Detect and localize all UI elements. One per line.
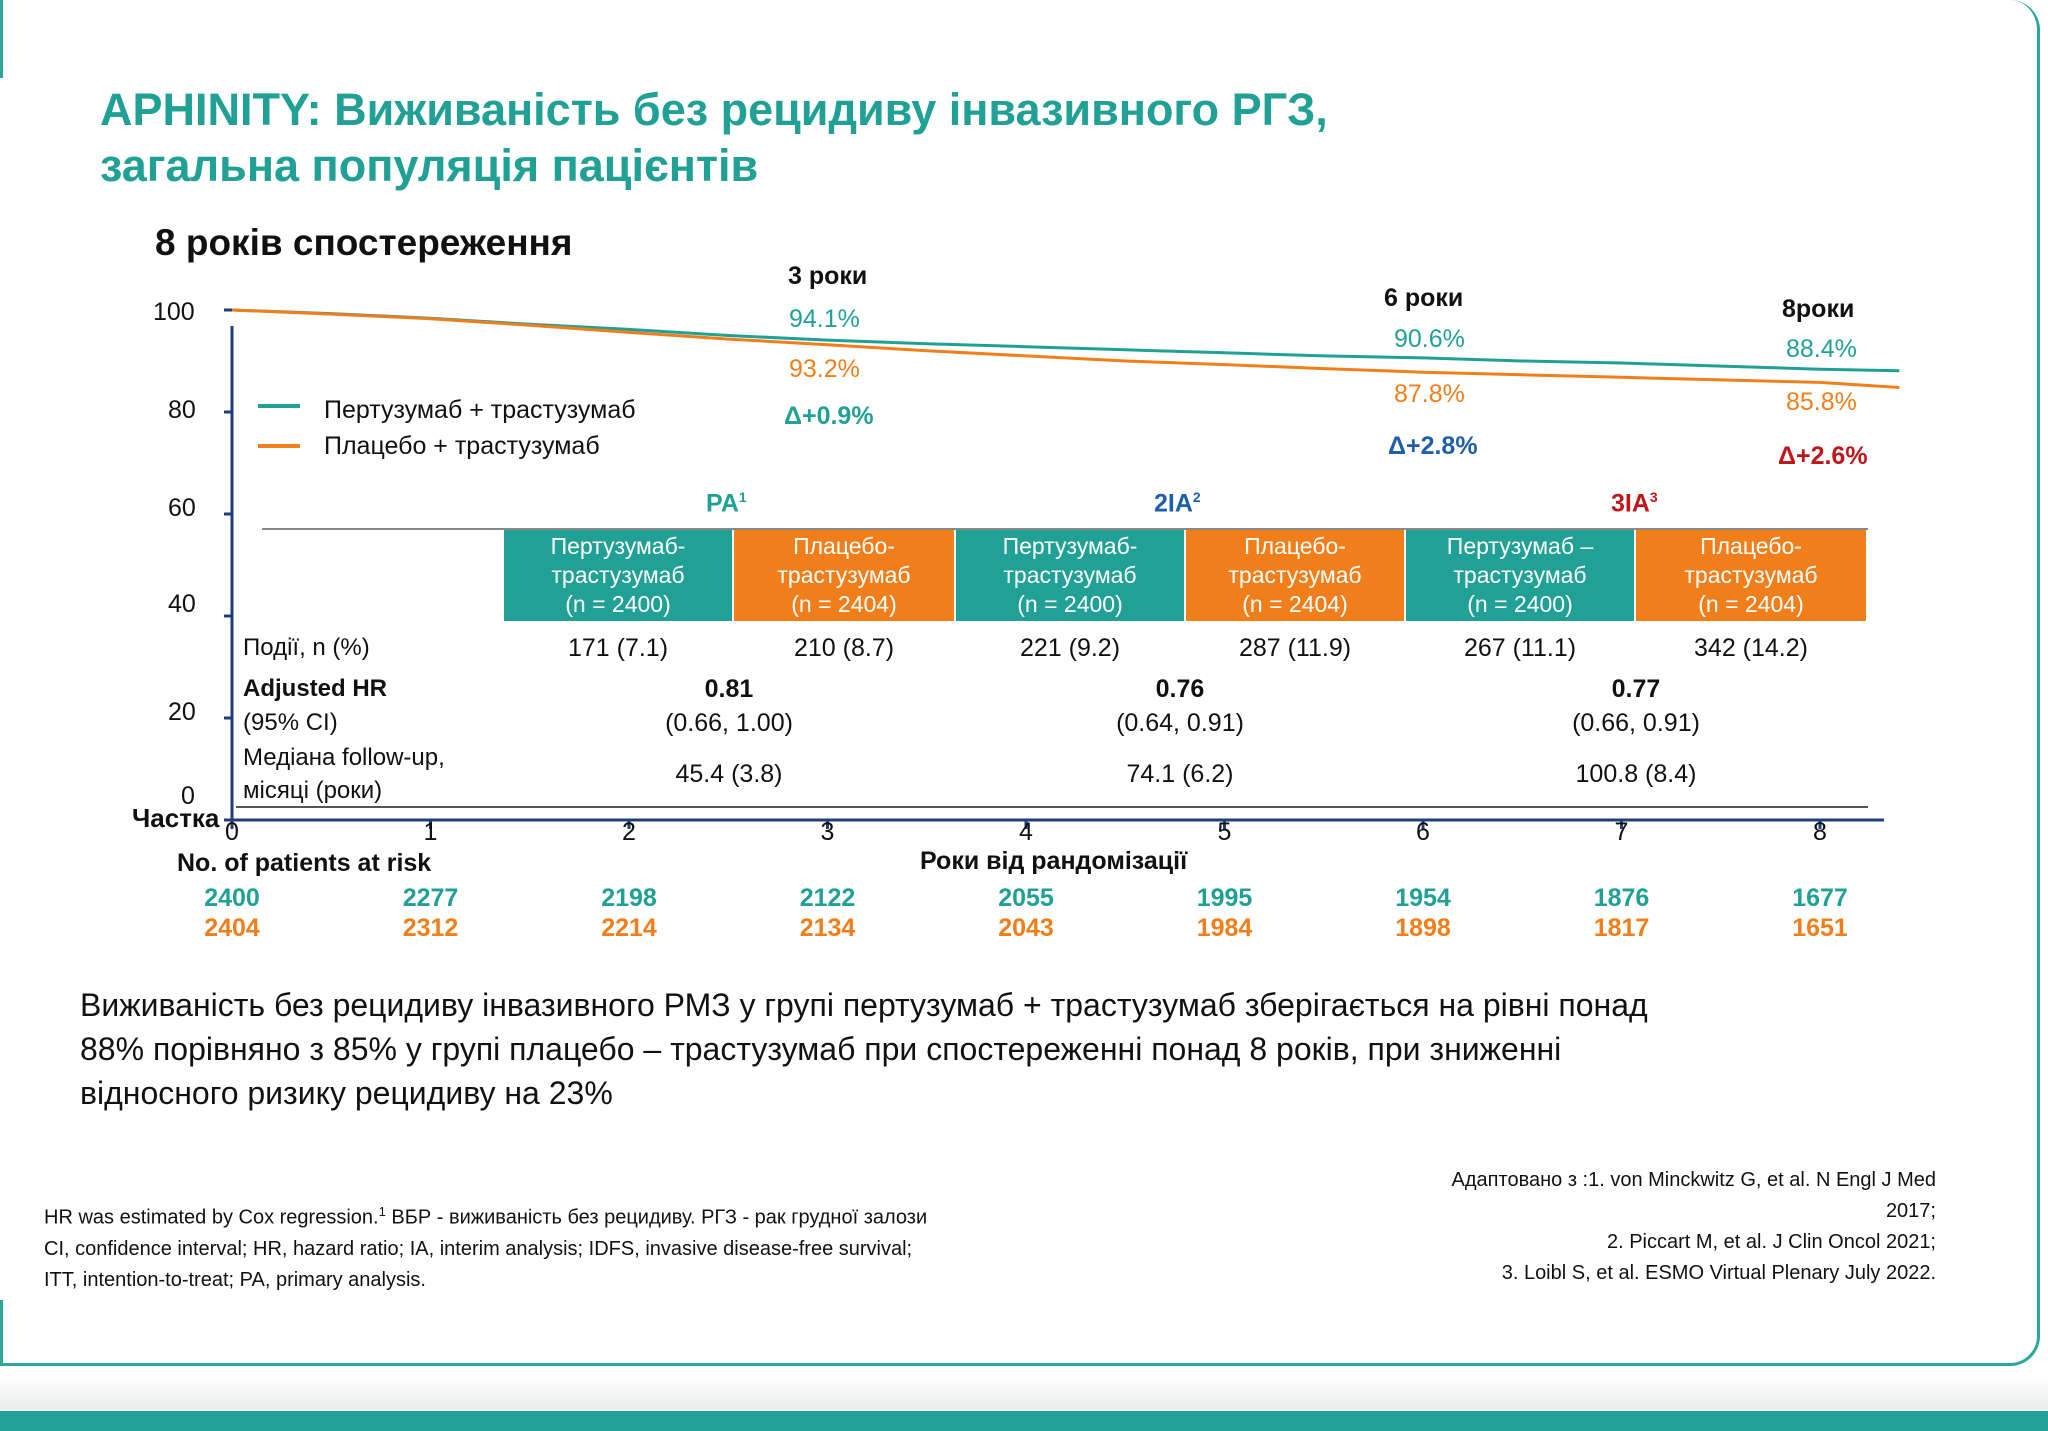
- hr-cell: 0.76: [1155, 675, 1205, 703]
- risk-value-teal: 2055: [998, 884, 1054, 912]
- y-tick-label: 0: [181, 782, 195, 810]
- risk-value-orange: 1898: [1395, 914, 1451, 942]
- x-tick-label: 7: [1614, 818, 1629, 846]
- followup-cell: 100.8 (8.4): [1575, 760, 1697, 788]
- analysis-label-3ia: $3IA^3$: [1611, 489, 1658, 518]
- table-header-pa-placebo: Плацебо- трастузумаб (n = 2404): [734, 530, 954, 621]
- x-tick-label: 6: [1416, 818, 1430, 846]
- chart-subtitle: 8 років спостереження: [155, 222, 573, 263]
- milestone-teal-3: 94.1%: [789, 305, 860, 333]
- analysis-label-2ia: $2IA^2$: [1154, 489, 1201, 518]
- row-label-followup-units: місяці (роки): [243, 777, 383, 804]
- x-tick-label: 1: [423, 818, 438, 846]
- ci-cell: (0.66, 1.00): [665, 709, 793, 737]
- followup-cell: 45.4 (3.8): [675, 760, 783, 788]
- y-tick-label: 40: [168, 590, 196, 618]
- risk-value-teal: 1876: [1593, 884, 1650, 912]
- events-cell: 221 (9.2): [1019, 634, 1121, 662]
- milestone-delta-8: Δ+2.6%: [1778, 442, 1868, 470]
- risk-value-orange: 1817: [1593, 914, 1650, 942]
- risk-value-orange: 1984: [1196, 914, 1253, 942]
- milestone-teal-8: 88.4%: [1786, 335, 1857, 363]
- hr-cell: 0.81: [704, 675, 754, 703]
- row-label-followup: Медіана follow-up,: [243, 744, 445, 771]
- table-header-2ia-placebo: Плацебо- трастузумаб (n = 2404): [1186, 530, 1404, 621]
- x-axis-label: Роки від рандомізації: [920, 847, 1188, 875]
- risk-value-orange: 2214: [601, 914, 657, 942]
- table-bottom-rule: [236, 806, 1868, 808]
- risk-value-orange: 2134: [799, 914, 856, 942]
- ci-cell: (0.64, 0.91): [1116, 709, 1244, 737]
- x-tick-label: 4: [1019, 818, 1033, 846]
- legend-label-orange: Плацебо + трастузумаб: [324, 432, 600, 460]
- summary-line: відносного ризику рецидиву на 23%: [80, 1075, 613, 1111]
- events-cell: 171 (7.1): [567, 634, 669, 662]
- y-tick-label: 80: [168, 396, 196, 424]
- risk-value-orange: 2312: [402, 914, 459, 942]
- table-header-3ia-placebo: Плацебо- трастузумаб (n = 2404): [1636, 530, 1866, 621]
- y-axis-label: Частка: [132, 803, 220, 833]
- summary-line: 88% порівняно з 85% у групі плацебо – трастузумаб при спостереженні понад 8 років, при зниженні: [80, 1031, 1562, 1067]
- milestone-orange-8: 85.8%: [1786, 388, 1857, 416]
- risk-table-label: No. of patients at risk: [177, 849, 432, 877]
- risk-value-teal: 2122: [799, 884, 856, 912]
- y-tick-label: 100: [153, 298, 195, 326]
- footnote-abbreviations: HR was estimated by Cox regression.$^1$ ВБР - виживаність без рецидиву. РГЗ - рак грудної залози CI, confidence interval; HR, hazard ratio; IA, interim analysis; IDFS, invasive disease-free survival; ITT, intention-to-treat; PA, primary analysis.: [44, 1204, 928, 1291]
- events-cell: 210 (8.7): [793, 634, 895, 662]
- milestone-orange-6: 87.8%: [1394, 380, 1465, 408]
- table-header-pa-pertuzumab: Пертузумаб- трастузумаб (n = 2400): [504, 530, 732, 621]
- analysis-label-pa: $PA^1$: [706, 489, 747, 518]
- y-tick-label: 20: [168, 698, 196, 726]
- risk-value-teal: 2277: [402, 884, 459, 912]
- table-header-3ia-pertuzumab: Пертузумаб – трастузумаб (n = 2400): [1406, 530, 1634, 621]
- y-tick-label: 60: [168, 494, 196, 522]
- x-tick-label: 5: [1217, 818, 1232, 846]
- footnote-references: Адаптовано з :1. von Minckwitz G, et al. N Engl J Med 2017; 2. Piccart M, et al. J Clin Oncol 2021; 3. Loibl S, et al. ESMO Virtual Plenary July 2022.: [1451, 1169, 1936, 1284]
- milestone-delta-3: Δ+0.9%: [784, 402, 874, 430]
- events-cell: 342 (14.2): [1694, 634, 1808, 662]
- title-line-2: загальна популяція пацієнтів: [100, 140, 759, 191]
- ci-cell: (0.66, 0.91): [1572, 709, 1700, 737]
- x-tick-label: 0: [225, 818, 239, 846]
- hr-cell: 0.77: [1611, 675, 1661, 703]
- row-label-events: Події, n (%): [243, 634, 370, 661]
- milestone-label-8: 8роки: [1782, 295, 1855, 323]
- risk-value-orange: 2043: [998, 914, 1054, 942]
- x-tick-label: 8: [1813, 818, 1827, 846]
- risk-value-teal: 1995: [1196, 884, 1253, 912]
- x-tick-label: 3: [820, 818, 835, 846]
- events-cell: 287 (11.9): [1238, 634, 1352, 662]
- risk-value-teal: 2198: [601, 884, 657, 912]
- events-cell: 267 (11.1): [1463, 634, 1577, 662]
- milestone-label-3: 3 роки: [788, 262, 868, 290]
- km-curves: [232, 310, 1899, 388]
- km-curve-pertuzumab: [232, 310, 1899, 371]
- milestone-delta-6: Δ+2.8%: [1388, 432, 1478, 460]
- title-line-1: APHINITY: Виживаність без рецидиву інвазивного РГЗ,: [100, 84, 1328, 135]
- risk-value-orange: 1651: [1792, 914, 1848, 942]
- milestone-label-6: 6 роки: [1384, 284, 1464, 312]
- risk-value-teal: 2400: [204, 884, 260, 912]
- risk-value-teal: 1954: [1395, 884, 1451, 912]
- risk-value-teal: 1677: [1792, 884, 1848, 912]
- risk-value-orange: 2404: [204, 914, 260, 942]
- summary-line: Виживаність без рецидиву інвазивного РМЗ у групі пертузумаб + трастузумаб зберігається на рівні понад: [80, 987, 1648, 1023]
- x-tick-label: 2: [622, 818, 636, 846]
- summary-text: [80, 983, 1780, 1115]
- table-header-2ia-pertuzumab: Пертузумаб- трастузумаб (n = 2400): [956, 530, 1184, 621]
- legend-label-teal: Пертузумаб + трастузумаб: [324, 396, 636, 424]
- row-label-ci: (95% CI): [243, 709, 338, 736]
- milestone-teal-6: 90.6%: [1394, 325, 1465, 353]
- milestone-orange-3: 93.2%: [789, 355, 860, 383]
- row-label-hr: Adjusted HR: [243, 675, 387, 702]
- followup-cell: 74.1 (6.2): [1126, 760, 1234, 788]
